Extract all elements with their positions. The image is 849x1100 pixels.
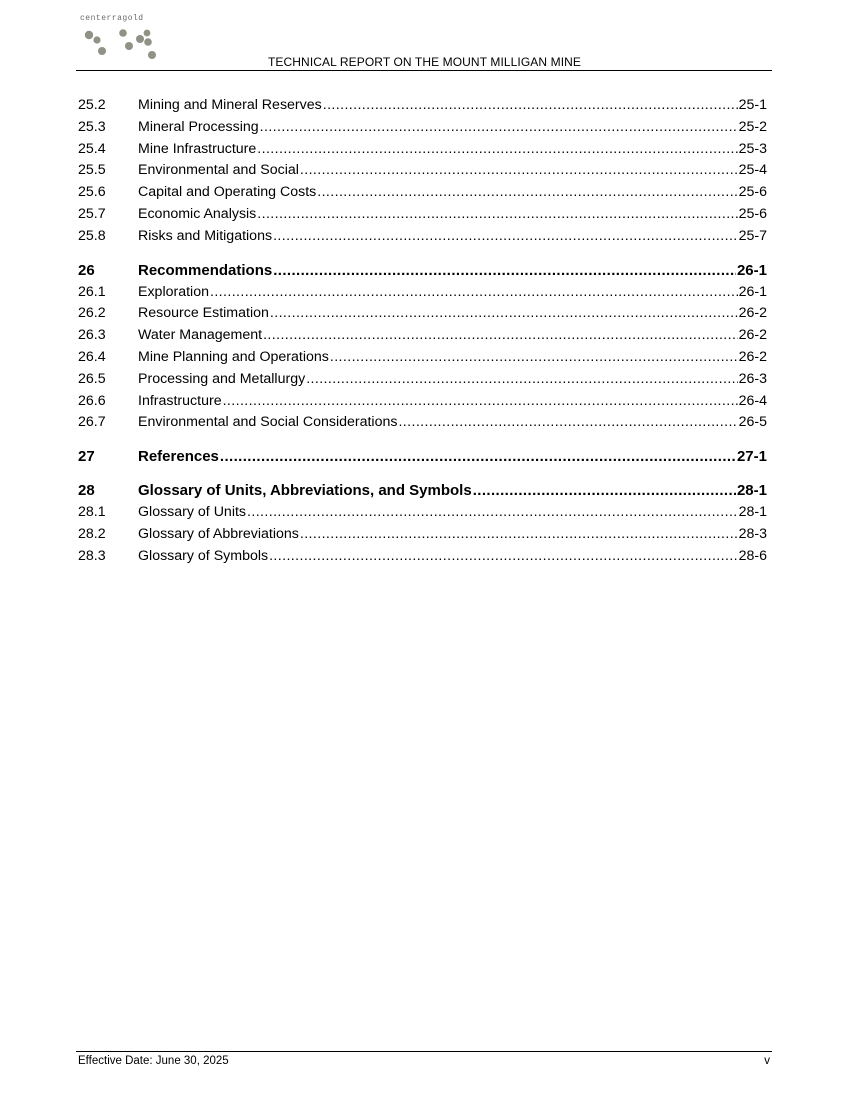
toc-dot-leader bbox=[270, 305, 738, 321]
document-title: TECHNICAL REPORT ON THE MOUNT MILLIGAN MINE bbox=[267, 55, 581, 69]
toc-dot-leader bbox=[273, 228, 738, 244]
toc-entry-page: 28-1 bbox=[738, 504, 767, 521]
toc-entry-page: 25-4 bbox=[738, 162, 767, 179]
toc-entry-number: 28.2 bbox=[78, 525, 106, 542]
toc-entry[interactable] bbox=[78, 305, 767, 327]
toc-entry-title: References bbox=[138, 448, 219, 466]
toc-entry-title: Mining and Mineral Reserves bbox=[138, 97, 322, 113]
toc-entry-page: 25-2 bbox=[738, 118, 767, 135]
toc-entry-page: 26-2 bbox=[738, 327, 767, 344]
toc-dot-leader bbox=[263, 327, 738, 343]
toc-entry-page: 28-6 bbox=[738, 547, 767, 564]
toc-entry-page: 26-1 bbox=[736, 261, 767, 279]
toc-entry[interactable] bbox=[78, 327, 767, 349]
toc-entry-title: Glossary of Units, Abbreviations, and Symbols bbox=[138, 482, 472, 500]
toc-entry-title: Glossary of Units bbox=[138, 504, 247, 521]
header-divider bbox=[76, 70, 772, 71]
logo-wordmark: centerragold bbox=[80, 14, 144, 23]
toc-entry-title: Resource Estimation bbox=[138, 305, 269, 322]
toc-entry-page: 26-1 bbox=[738, 283, 767, 300]
toc-entry-number: 25.4 bbox=[78, 140, 106, 157]
toc-entry-page: 25-7 bbox=[738, 227, 767, 244]
toc-entry-page: 27-1 bbox=[736, 448, 767, 466]
toc-entry-number: 28.3 bbox=[78, 547, 106, 564]
toc-entry-page: 26-3 bbox=[738, 370, 767, 387]
toc-entry-number: 25.6 bbox=[78, 184, 106, 201]
toc-entry-title: Water Management bbox=[138, 327, 263, 344]
toc-entry-number: 25.5 bbox=[78, 162, 106, 179]
toc-entry[interactable] bbox=[78, 526, 767, 548]
toc-entry-page: 26-2 bbox=[738, 348, 767, 365]
toc-dot-leader bbox=[300, 526, 738, 542]
toc-entry-page: 26-5 bbox=[738, 414, 767, 431]
toc-entry[interactable] bbox=[78, 371, 767, 393]
toc-entry-number: 26.5 bbox=[78, 370, 106, 387]
toc-entry[interactable] bbox=[78, 393, 767, 415]
toc-dot-leader bbox=[210, 284, 738, 300]
toc-entry-page: 26-4 bbox=[738, 392, 767, 409]
toc-entry-number: 26.3 bbox=[78, 327, 106, 344]
toc-entry-number: 26.4 bbox=[78, 348, 106, 365]
toc-dot-leader bbox=[398, 414, 737, 430]
toc-dot-leader bbox=[260, 119, 738, 135]
toc-entry[interactable] bbox=[78, 141, 767, 163]
toc-entry-title: Mineral Processing bbox=[138, 118, 259, 135]
toc-entry-page: 26-2 bbox=[738, 305, 767, 322]
effective-date: Effective Date: June 30, 2025 bbox=[78, 1055, 229, 1067]
toc-dot-leader bbox=[330, 349, 738, 365]
toc-dot-leader bbox=[323, 97, 738, 113]
toc-entry-title: Risks and Mitigations bbox=[138, 227, 273, 244]
toc-entry-title: Environmental and Social bbox=[138, 162, 299, 179]
toc-entry-title: Glossary of Abbreviations bbox=[138, 525, 299, 542]
table-of-contents bbox=[78, 97, 767, 570]
toc-dot-leader bbox=[473, 482, 736, 499]
page-number: v bbox=[764, 1055, 770, 1067]
toc-dot-leader bbox=[257, 206, 737, 222]
toc-dot-leader bbox=[273, 262, 736, 279]
toc-entry-number: 28.1 bbox=[78, 504, 106, 521]
toc-section-entry[interactable] bbox=[78, 262, 767, 284]
toc-entry[interactable] bbox=[78, 504, 767, 526]
toc-entry[interactable] bbox=[78, 284, 767, 306]
toc-entry-number: 25.8 bbox=[78, 227, 106, 244]
toc-dot-leader bbox=[300, 162, 738, 178]
toc-entry-number: 25.3 bbox=[78, 118, 106, 135]
toc-entry-number: 28 bbox=[78, 482, 95, 500]
toc-entry-title: Recommendations bbox=[138, 261, 273, 279]
toc-entry-number: 26 bbox=[78, 261, 95, 279]
toc-entry-number: 26.1 bbox=[78, 283, 106, 300]
toc-entry-title: Capital and Operating Costs bbox=[138, 184, 317, 201]
toc-section-entry[interactable] bbox=[78, 482, 767, 504]
toc-entry[interactable] bbox=[78, 548, 767, 570]
toc-section-entry[interactable] bbox=[78, 448, 767, 470]
toc-dot-leader bbox=[269, 548, 738, 564]
toc-entry-page: 25-6 bbox=[738, 205, 767, 222]
toc-entry-title: Exploration bbox=[138, 283, 209, 300]
toc-dot-leader bbox=[220, 448, 736, 465]
toc-entry-page: 28-3 bbox=[738, 525, 767, 542]
toc-entry-number: 26.2 bbox=[78, 305, 106, 322]
toc-entry[interactable] bbox=[78, 228, 767, 250]
toc-entry-title: Mine Planning and Operations bbox=[138, 348, 329, 365]
toc-dot-leader bbox=[317, 184, 737, 200]
toc-entry-number: 27 bbox=[78, 448, 95, 466]
toc-dot-leader bbox=[306, 371, 737, 387]
toc-entry-title: Environmental and Social Considerations bbox=[138, 414, 398, 431]
toc-entry-title: Economic Analysis bbox=[138, 205, 257, 222]
toc-entry-number: 25.2 bbox=[78, 97, 106, 113]
toc-entry-number: 25.7 bbox=[78, 205, 106, 222]
toc-entry-page: 25-6 bbox=[738, 184, 767, 201]
toc-dot-leader bbox=[257, 141, 737, 157]
toc-entry-title: Processing and Metallurgy bbox=[138, 370, 306, 387]
toc-entry[interactable] bbox=[78, 162, 767, 184]
toc-entry-page: 28-1 bbox=[736, 482, 767, 500]
toc-entry[interactable] bbox=[78, 97, 767, 119]
toc-entry-number: 26.6 bbox=[78, 392, 106, 409]
toc-entry[interactable] bbox=[78, 119, 767, 141]
toc-entry-page: 25-1 bbox=[738, 97, 767, 113]
toc-entry[interactable] bbox=[78, 349, 767, 371]
toc-entry[interactable] bbox=[78, 184, 767, 206]
toc-dot-leader bbox=[223, 393, 738, 409]
toc-entry-number: 26.7 bbox=[78, 414, 106, 431]
toc-entry[interactable] bbox=[78, 206, 767, 228]
toc-entry-title: Glossary of Symbols bbox=[138, 547, 269, 564]
toc-entry-page: 25-3 bbox=[738, 140, 767, 157]
footer-divider bbox=[76, 1051, 772, 1052]
toc-entry-title: Infrastructure bbox=[138, 392, 222, 409]
toc-entry-title: Mine Infrastructure bbox=[138, 140, 257, 157]
toc-dot-leader bbox=[247, 504, 738, 520]
toc-entry[interactable] bbox=[78, 414, 767, 436]
